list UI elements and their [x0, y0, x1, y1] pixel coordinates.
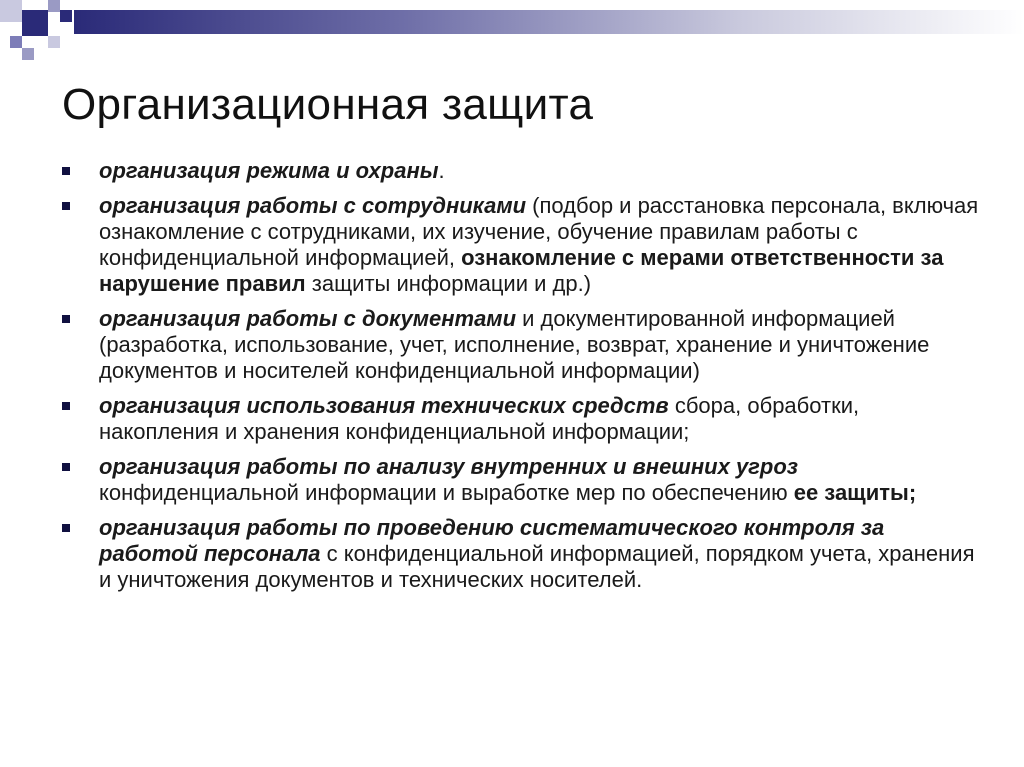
item-text: с конфиденциальной информацией, порядком учета, хранения и уничтожения документов и технических носителей.: [99, 541, 975, 592]
decor-square: [22, 48, 34, 60]
item-bold-text: ознакомление с мерами ответственности за нарушение правил: [99, 245, 944, 296]
item-emphasis: организация работы с сотрудниками: [99, 193, 527, 218]
item-text: (подбор и расстановка персонала, включая ознакомление с сотрудниками, их изучение, обучение правилам работы с конфиденциальной информацией,: [99, 193, 979, 270]
item-emphasis: организация работы по анализу внутренних и внешних угроз: [99, 454, 799, 479]
square-bullet-icon: [62, 524, 70, 532]
list-item: [62, 193, 982, 297]
item-emphasis: организация режима и охраны: [99, 158, 439, 183]
item-text: и документированной информацией (разработка, использование, учет, исполнение, возврат, хранение и уничтожение документов и носителей конфиденциальной информации): [99, 306, 930, 383]
decor-square: [48, 0, 60, 12]
list-item: [62, 515, 982, 593]
bullet-list: [62, 158, 982, 602]
decor-square: [10, 36, 22, 48]
decor-square: [0, 0, 22, 22]
list-item: [62, 454, 982, 506]
item-text: конфиденциальной информации и выработке мер по обеспечению: [99, 480, 794, 505]
item-text-end: защиты информации и др.): [305, 271, 592, 296]
square-bullet-icon: [62, 463, 70, 471]
list-item: [62, 158, 982, 184]
list-item: [62, 306, 982, 384]
decorative-header: [0, 0, 1024, 60]
item-emphasis: организация использования технических средств: [99, 393, 669, 418]
item-emphasis: организация работы с документами: [99, 306, 517, 331]
square-bullet-icon: [62, 315, 70, 323]
item-text: .: [438, 158, 445, 183]
square-bullet-icon: [62, 202, 70, 210]
list-item: [62, 393, 982, 445]
item-text: сбора, обработки, накопления и хранения конфиденциальной информации;: [99, 393, 860, 444]
square-bullet-icon: [62, 402, 70, 410]
item-emphasis: организация работы по проведению систематического контроля за работой персонала: [99, 515, 885, 566]
square-bullet-icon: [62, 167, 70, 175]
decor-square: [60, 10, 72, 22]
item-bold-text: ее защиты;: [793, 480, 917, 505]
slide-title: Организационная защита: [62, 80, 594, 129]
gradient-bar: [74, 10, 1024, 34]
decor-square: [48, 36, 60, 48]
decor-square: [22, 10, 48, 36]
